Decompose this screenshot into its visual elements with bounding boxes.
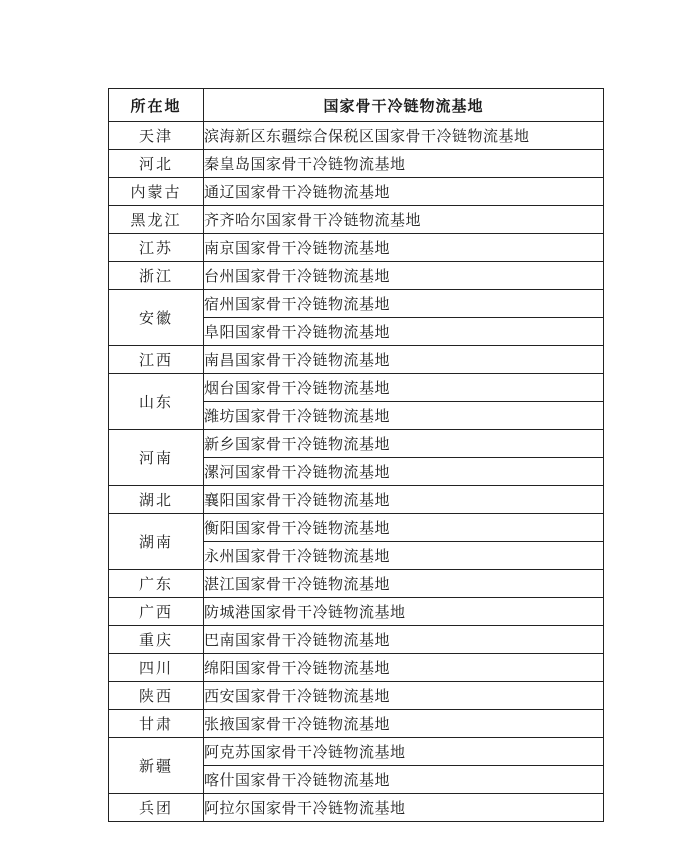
- region-cell: 江苏: [109, 234, 204, 262]
- column-header-region: 所在地: [109, 89, 204, 122]
- base-name-cell: 南京国家骨干冷链物流基地: [204, 234, 604, 262]
- region-cell: 安徽: [109, 290, 204, 346]
- table-row: [109, 514, 604, 542]
- table-head: [109, 89, 604, 122]
- table-row: [109, 486, 604, 514]
- region-cell: 河北: [109, 150, 204, 178]
- base-name-cell: 永州国家骨干冷链物流基地: [204, 542, 604, 570]
- base-name-cell: 台州国家骨干冷链物流基地: [204, 262, 604, 290]
- region-cell: 天津: [109, 122, 204, 150]
- table-row: [109, 626, 604, 654]
- base-name-cell: 潍坊国家骨干冷链物流基地: [204, 402, 604, 430]
- base-name-cell: 阜阳国家骨干冷链物流基地: [204, 318, 604, 346]
- table-row: [109, 570, 604, 598]
- base-name-cell: 喀什国家骨干冷链物流基地: [204, 766, 604, 794]
- region-cell: 黑龙江: [109, 206, 204, 234]
- base-name-cell: 阿拉尔国家骨干冷链物流基地: [204, 794, 604, 822]
- table-row: [109, 738, 604, 766]
- table-body: [109, 122, 604, 822]
- base-name-cell: 湛江国家骨干冷链物流基地: [204, 570, 604, 598]
- region-cell: 广东: [109, 570, 204, 598]
- table-row: [109, 682, 604, 710]
- region-cell: 重庆: [109, 626, 204, 654]
- base-name-cell: 西安国家骨干冷链物流基地: [204, 682, 604, 710]
- region-cell: 内蒙古: [109, 178, 204, 206]
- table-row: [109, 374, 604, 402]
- table-row: [109, 206, 604, 234]
- base-name-cell: 绵阳国家骨干冷链物流基地: [204, 654, 604, 682]
- base-name-cell: 防城港国家骨干冷链物流基地: [204, 598, 604, 626]
- base-name-cell: 滨海新区东疆综合保税区国家骨干冷链物流基地: [204, 122, 604, 150]
- base-name-cell: 衡阳国家骨干冷链物流基地: [204, 514, 604, 542]
- table-row: [109, 346, 604, 374]
- region-cell: 甘肃: [109, 710, 204, 738]
- base-name-cell: 南昌国家骨干冷链物流基地: [204, 346, 604, 374]
- table-row: [109, 598, 604, 626]
- base-name-cell: 秦皇岛国家骨干冷链物流基地: [204, 150, 604, 178]
- table-row: [109, 178, 604, 206]
- base-name-cell: 烟台国家骨干冷链物流基地: [204, 374, 604, 402]
- region-cell: 四川: [109, 654, 204, 682]
- base-name-cell: 巴南国家骨干冷链物流基地: [204, 626, 604, 654]
- table-row: [109, 290, 604, 318]
- column-header-base: 国家骨干冷链物流基地: [204, 89, 604, 122]
- base-name-cell: 漯河国家骨干冷链物流基地: [204, 458, 604, 486]
- table-row: [109, 430, 604, 458]
- region-cell: 河南: [109, 430, 204, 486]
- table-row: [109, 262, 604, 290]
- table-row: [109, 150, 604, 178]
- cold-chain-base-table: [108, 88, 604, 822]
- region-cell: 新疆: [109, 738, 204, 794]
- base-name-cell: 新乡国家骨干冷链物流基地: [204, 430, 604, 458]
- table-row: [109, 710, 604, 738]
- base-name-cell: 宿州国家骨干冷链物流基地: [204, 290, 604, 318]
- table-header-row: [109, 89, 604, 122]
- cold-chain-base-table-wrapper: [108, 88, 603, 822]
- region-cell: 广西: [109, 598, 204, 626]
- base-name-cell: 张掖国家骨干冷链物流基地: [204, 710, 604, 738]
- base-name-cell: 齐齐哈尔国家骨干冷链物流基地: [204, 206, 604, 234]
- base-name-cell: 襄阳国家骨干冷链物流基地: [204, 486, 604, 514]
- region-cell: 浙江: [109, 262, 204, 290]
- table-row: [109, 122, 604, 150]
- region-cell: 湖北: [109, 486, 204, 514]
- base-name-cell: 通辽国家骨干冷链物流基地: [204, 178, 604, 206]
- base-name-cell: 阿克苏国家骨干冷链物流基地: [204, 738, 604, 766]
- region-cell: 江西: [109, 346, 204, 374]
- table-row: [109, 654, 604, 682]
- region-cell: 山东: [109, 374, 204, 430]
- region-cell: 兵团: [109, 794, 204, 822]
- table-row: [109, 794, 604, 822]
- table-row: [109, 234, 604, 262]
- region-cell: 陕西: [109, 682, 204, 710]
- region-cell: 湖南: [109, 514, 204, 570]
